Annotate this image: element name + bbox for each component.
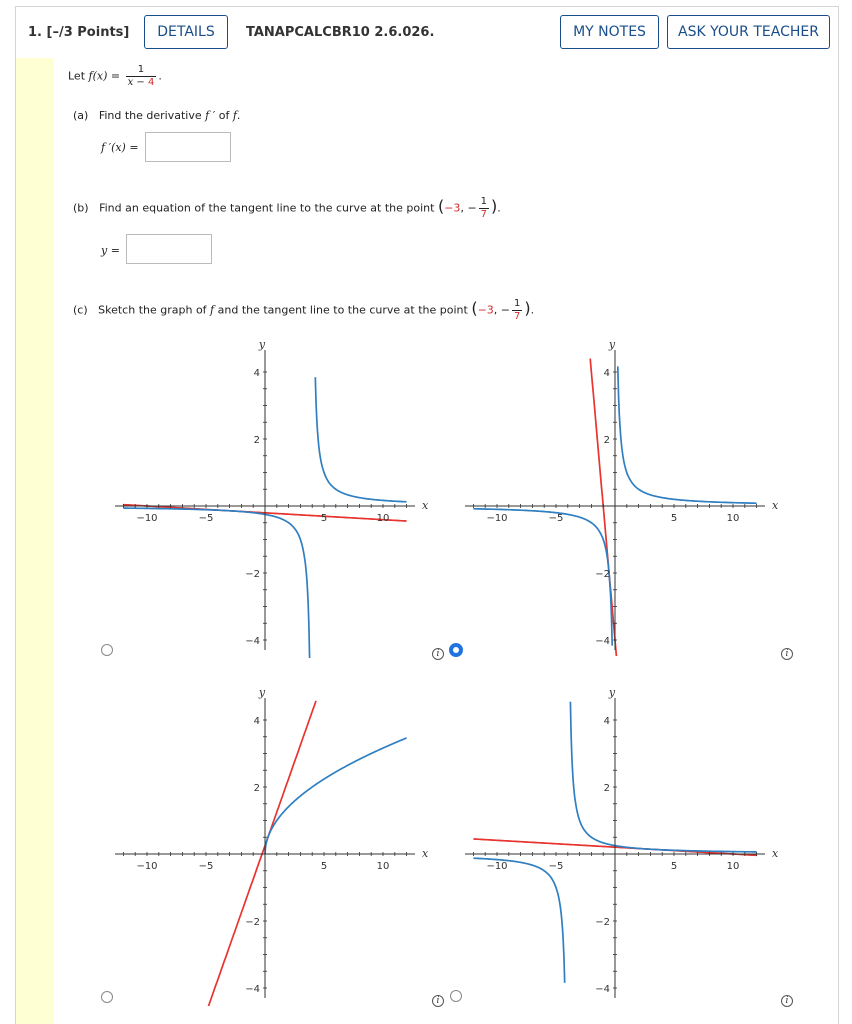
graph-option-1	[110, 338, 430, 658]
my-notes-button[interactable]: MY NOTES	[560, 15, 659, 49]
graph-option-3	[110, 686, 430, 1006]
option-2-radio[interactable]	[449, 643, 463, 657]
y-axis-label: y	[258, 338, 266, 351]
y-tick-label: −2	[595, 917, 610, 928]
x-tick-label: −5	[198, 861, 214, 872]
y-tick-label: 2	[253, 783, 260, 794]
y-tick-label: 4	[603, 368, 610, 379]
y-axis-label: y	[258, 686, 266, 699]
part-a-answer-label: f ′(x) =	[101, 141, 139, 154]
option-3-info-icon[interactable]: i	[432, 995, 444, 1007]
x-tick-label: 5	[320, 513, 328, 524]
x-tick-label: 5	[320, 861, 328, 872]
option-3-radio[interactable]	[101, 991, 113, 1003]
option-2-info-icon[interactable]: i	[781, 648, 793, 660]
y-tick-label: 2	[253, 435, 260, 446]
part-b-prompt: (b) Find an equation of the tangent line to the curve at the point (−3, − $\frac{1}{7}$ ).	[73, 196, 501, 220]
x-tick-label: 10	[726, 513, 740, 524]
x-tick-label: −10	[136, 861, 158, 872]
graph-option-2	[460, 338, 780, 658]
x-tick-label: 5	[670, 861, 678, 872]
y-tick-label: −2	[245, 569, 260, 580]
option-4-radio[interactable]	[450, 990, 462, 1002]
function-curve	[265, 738, 407, 854]
option-1-info-icon[interactable]: i	[432, 648, 444, 660]
x-tick-label: −5	[548, 513, 564, 524]
x-tick-label: 10	[376, 861, 390, 872]
x-tick-label: −5	[548, 861, 564, 872]
y-tick-label: −4	[595, 636, 610, 647]
option-1-radio[interactable]	[101, 644, 113, 656]
derivative-answer-input[interactable]	[145, 132, 231, 162]
x-axis-label: x	[422, 499, 429, 512]
tangent-line	[208, 701, 316, 1006]
question-header	[15, 6, 839, 59]
y-tick-label: 2	[603, 783, 610, 794]
y-tick-label: 4	[253, 368, 260, 379]
y-tick-label: 4	[603, 716, 610, 727]
x-axis-label: x	[422, 847, 429, 860]
problem-id: TANAPCALCBR10 2.6.026.	[246, 25, 435, 40]
x-tick-label: 10	[726, 861, 740, 872]
x-tick-label: 5	[670, 513, 678, 524]
details-button[interactable]: DETAILS	[144, 15, 228, 49]
y-tick-label: −2	[595, 569, 610, 580]
ask-your-teacher-button[interactable]: ASK YOUR TEACHER	[667, 15, 830, 49]
y-tick-label: −4	[595, 984, 610, 995]
x-axis-label: x	[772, 847, 779, 860]
graph-option-4	[460, 686, 780, 1006]
tangent-line-answer-input[interactable]	[126, 234, 212, 264]
y-tick-label: 2	[603, 435, 610, 446]
function-definition: Let f(x) = $\frac{1}{x - 4}$ .	[68, 64, 162, 88]
x-tick-label: −10	[486, 513, 508, 524]
x-tick-label: −10	[136, 513, 158, 524]
y-tick-label: −4	[245, 636, 260, 647]
y-tick-label: −4	[245, 984, 260, 995]
x-tick-label: −10	[486, 861, 508, 872]
y-axis-label: y	[608, 338, 616, 351]
part-c-prompt: (c) Sketch the graph of f and the tangent line to the curve at the point (−3, − $\frac{1}{7}$ ).	[73, 298, 535, 322]
left-stripe	[16, 58, 54, 1024]
y-tick-label: −2	[245, 917, 260, 928]
x-axis-label: x	[772, 499, 779, 512]
question-number: 1. [–/3 Points]	[28, 25, 130, 40]
option-4-info-icon[interactable]: i	[781, 995, 793, 1007]
x-tick-label: −5	[198, 513, 214, 524]
points-label: [–/3 Points]	[46, 25, 130, 40]
y-axis-label: y	[608, 686, 616, 699]
x-tick-label: 10	[376, 513, 390, 524]
part-b-answer-label: y =	[101, 244, 120, 257]
part-a-prompt: (a) Find the derivative f ′ of f.	[73, 109, 241, 122]
y-tick-label: 4	[253, 716, 260, 727]
